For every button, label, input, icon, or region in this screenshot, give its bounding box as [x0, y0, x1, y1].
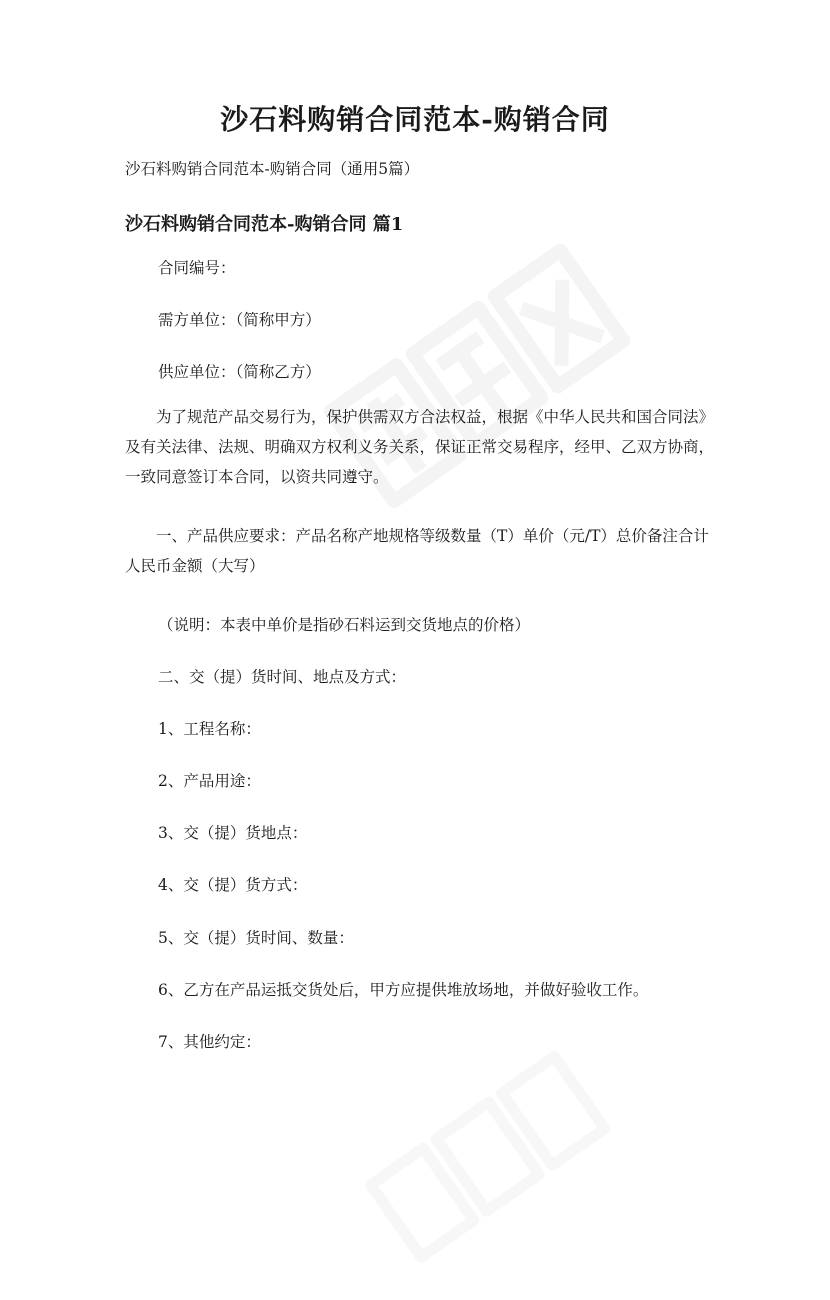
watermark-logo	[300, 212, 660, 548]
list-item: 7、其他约定：	[158, 1033, 261, 1051]
list-item: 1、工程名称：	[158, 720, 261, 738]
clause-1-paragraph: 一、产品供应要求：产品名称产地规格等级数量（T）单价（元/T）总价备注合计人民币金额（大写）	[125, 527, 709, 575]
list-item: 6、乙方在产品运抵交货处后，甲方应提供堆放场地，并做好验收工作。	[158, 981, 649, 999]
price-note: （说明：本表中单价是指砂石料运到交货地点的价格）	[158, 616, 531, 634]
seller-field: 供应单位：（简称乙方）	[158, 363, 321, 381]
buyer-field: 需方单位：（简称甲方）	[158, 311, 321, 329]
list-item: 3、交（提）货地点：	[158, 824, 308, 842]
list-item: 5、交（提）货时间、数量：	[158, 929, 354, 947]
document-subtitle: 沙石料购销合同范本-购销合同（通用5篇）	[125, 160, 420, 178]
contract-number-field: 合同编号：	[158, 259, 236, 277]
list-item: 2、产品用途：	[158, 772, 261, 790]
clause-2-heading: 二、交（提）货时间、地点及方式：	[158, 668, 407, 686]
watermark-logo-bottom	[338, 1020, 643, 1300]
list-item: 4、交（提）货方式：	[158, 876, 308, 894]
preamble-paragraph: 为了规范产品交易行为，保护供需双方合法权益，根据《中华人民共和国合同法》及有关法律、法规、明确双方权利义务关系，保证正常交易程序，经甲、乙双方协商，一致同意签订本合同，以资共同遵守。	[125, 408, 715, 486]
section-heading: 沙石料购销合同范本-购销合同 篇1	[125, 214, 404, 235]
document-title: 沙石料购销合同范本-购销合同	[220, 103, 610, 136]
